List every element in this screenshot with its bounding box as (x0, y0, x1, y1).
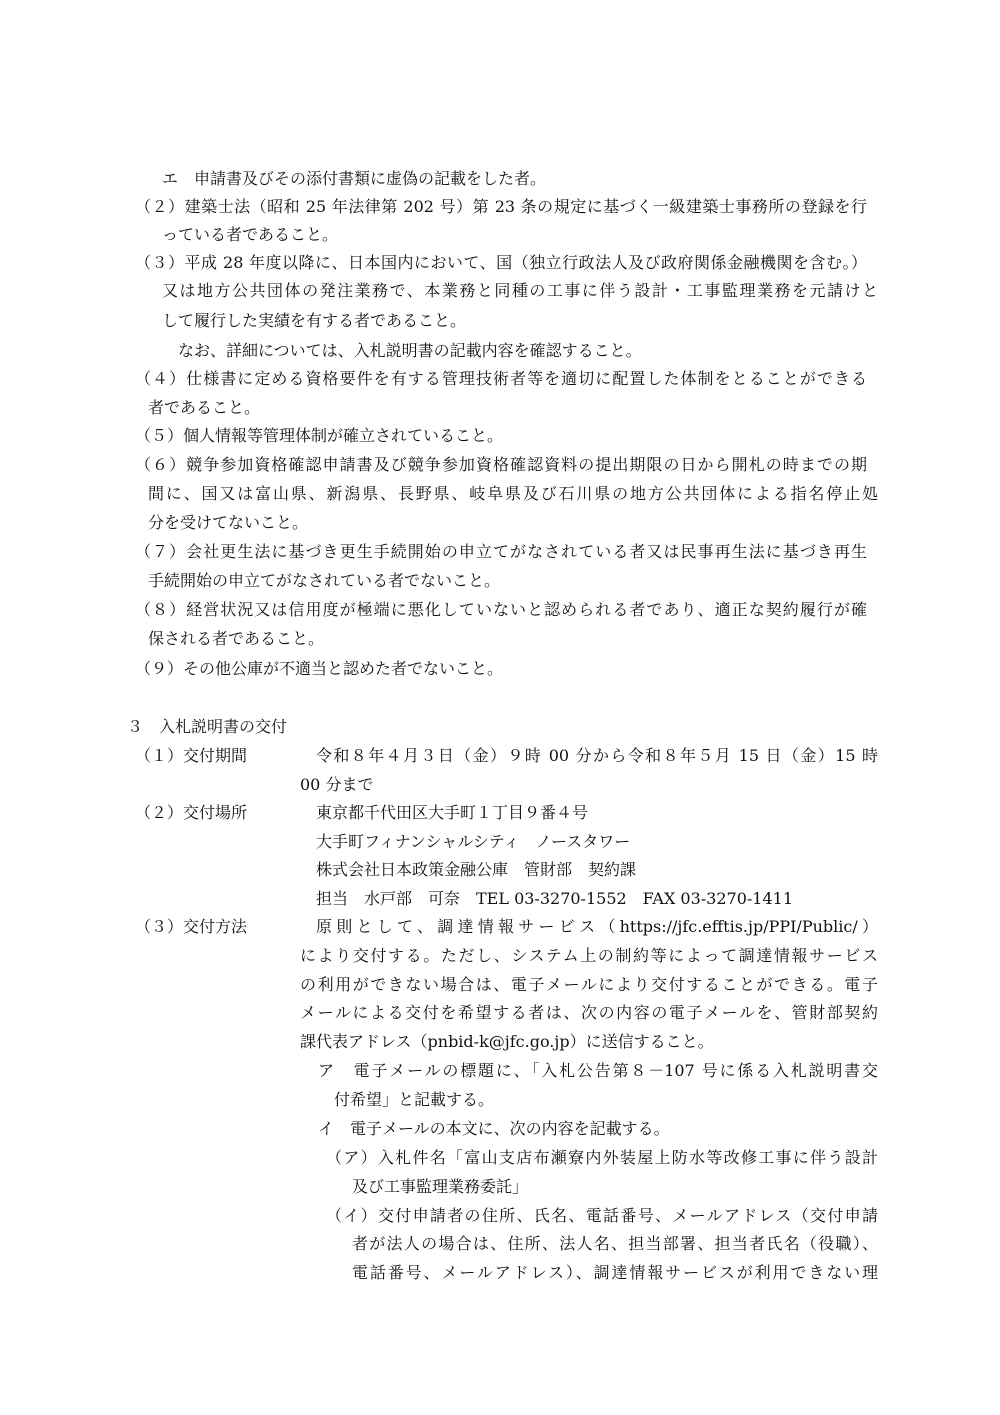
delivery-period-line-2: 00 分まで (300, 775, 374, 794)
delivery-place-address: 東京都千代田区大手町１丁目９番４号 (316, 803, 589, 822)
delivery-method-label: （３）交付方法 (135, 917, 248, 936)
section-3-heading: ３ 入札説明書の交付 (127, 717, 288, 736)
eligibility-item-3-line-3: して履行した実績を有する者であること。 (162, 311, 467, 330)
eligibility-item-7-line-1: （７）会社更生法に基づき更生手続開始の申立てがなされている者又は民事再生法に基づき再生 (135, 542, 867, 561)
delivery-method-line-5: 課代表アドレス（pnbid-k@jfc.go.jp）に送信すること。 (300, 1032, 714, 1051)
eligibility-item-5: （５）個人情報等管理体制が確立されていること。 (135, 426, 504, 445)
eligibility-item-2-line-1: （２）建築士法（昭和 25 年法律第 202 号）第 23 条の規定に基づく一級建築士事務所の登録を行 (135, 197, 867, 216)
email-subject-line-2: 付希望」と記載する。 (334, 1090, 495, 1109)
email-body-item-i-line-3: 電話番号、メールアドレス）、調達情報サービスが利用できない理 (352, 1263, 878, 1282)
delivery-place-label: （２）交付場所 (135, 803, 248, 822)
delivery-method-line-2: により交付する。ただし、システム上の制約等によって調達情報サービス (300, 946, 878, 965)
delivery-place-contact: 担当 水戸部 可奈 TEL 03-3270-1552 FAX 03-3270-1411 (316, 889, 794, 908)
eligibility-item-2-line-2: っている者であること。 (162, 225, 339, 244)
eligibility-item-4-line-2: 者であること。 (148, 398, 261, 417)
eligibility-item-6-line-1: （６）競争参加資格確認申請書及び競争参加資格確認資料の提出期限の日から開札の時までの期 (135, 455, 867, 474)
email-body-instruction: イ 電子メールの本文に、次の内容を記載する。 (318, 1119, 670, 1138)
eligibility-item-9: （９）その他公庫が不適当と認めた者でないこと。 (135, 659, 504, 678)
delivery-method-line-4: メールによる交付を希望する者は、次の内容の電子メールを、管財部契約 (300, 1003, 878, 1022)
email-body-item-a-line-2: 及び工事監理業務委託」 (352, 1177, 529, 1196)
delivery-method-line-1: 原則として、調達情報サービス（https://jfc.efftis.jp/PPI/Public/） (316, 917, 878, 936)
eligibility-item-3-line-1: （３）平成 28 年度以降に、日本国内において、国（独立行政法人及び政府関係金融機関を含む。） (135, 253, 867, 272)
eligibility-item-4-line-1: （４）仕様書に定める資格要件を有する管理技術者等を適切に配置した体制をとることができる (135, 369, 867, 388)
eligibility-item-3-note: なお、詳細については、入札説明書の記載内容を確認すること。 (178, 341, 642, 360)
email-body-item-i-line-2: 者が法人の場合は、住所、法人名、担当部署、担当者氏名（役職）、 (352, 1234, 878, 1253)
email-body-item-a-line-1: （ア）入札件名「富山支店布瀬寮内外装屋上防水等改修工事に伴う設計 (326, 1148, 878, 1167)
eligibility-item-8-line-2: 保される者であること。 (148, 629, 325, 648)
delivery-place-department: 株式会社日本政策金融公庫 管財部 契約課 (316, 860, 637, 879)
eligibility-item-e: エ 申請書及びその添付書類に虚偽の記載をした者。 (162, 169, 547, 188)
email-subject-line-1: ア 電子メールの標題に、「入札公告第８－107 号に係る入札説明書交 (318, 1061, 878, 1080)
email-body-item-i-line-1: （イ）交付申請者の住所、氏名、電話番号、メールアドレス（交付申請 (326, 1206, 878, 1225)
delivery-period-line-1: 令和８年４月３日（金）９時 00 分から令和８年５月 15 日（金）15 時 (316, 746, 878, 765)
eligibility-item-7-line-2: 手続開始の申立てがなされている者でないこと。 (148, 571, 501, 590)
eligibility-item-6-line-3: 分を受けてないこと。 (148, 513, 309, 532)
delivery-place-building: 大手町フィナンシャルシティ ノースタワー (316, 832, 631, 851)
delivery-period-label: （１）交付期間 (135, 746, 248, 765)
eligibility-item-8-line-1: （８）経営状況又は信用度が極端に悪化していないと認められる者であり、適正な契約履行が確 (135, 600, 867, 619)
eligibility-item-3-line-2: 又は地方公共団体の発注業務で、本業務と同種の工事に伴う設計・工事監理業務を元請けと (162, 281, 878, 300)
delivery-method-line-3: の利用ができない場合は、電子メールにより交付することができる。電子 (300, 975, 878, 994)
eligibility-item-6-line-2: 間に、国又は富山県、新潟県、長野県、岐阜県及び石川県の地方公共団体による指名停止処 (148, 484, 878, 503)
